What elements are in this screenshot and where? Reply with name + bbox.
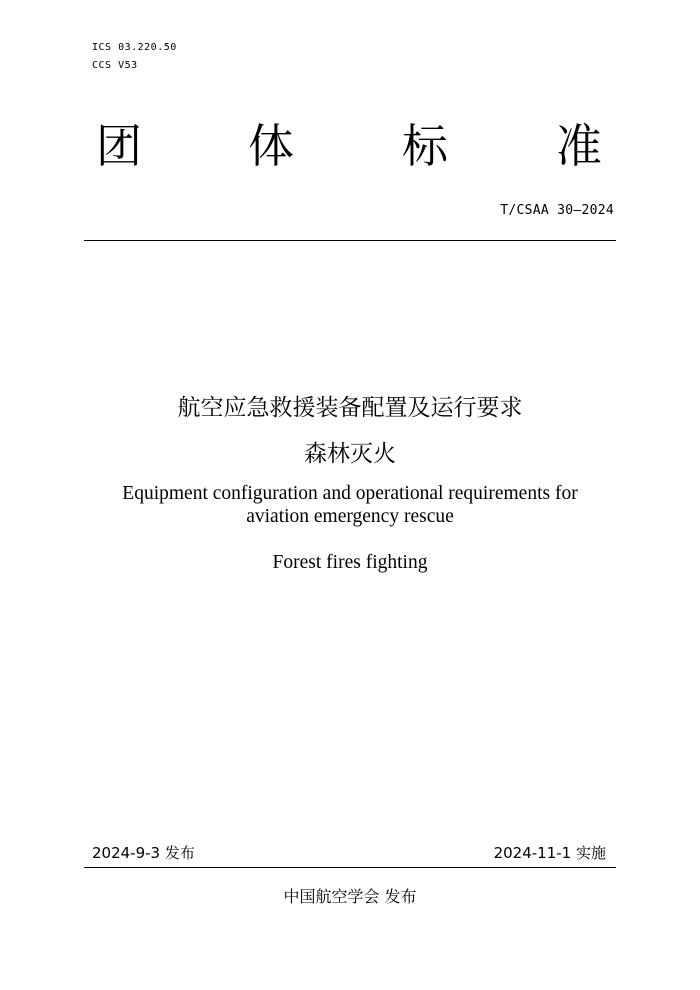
bottom-divider: [84, 867, 616, 868]
title-chinese: 航空应急救援装备配置及运行要求: [177, 395, 523, 421]
implementation-date: 2024-11-1 实施: [493, 844, 606, 862]
ics-code: ICS 03.220.50: [92, 42, 177, 53]
title-english: [0, 482, 700, 528]
standard-type-char-1: 团: [96, 119, 142, 173]
standard-number: T/CSAA 30—2024: [500, 203, 614, 218]
title-english-line-1: Equipment configuration and operational requirements for: [122, 483, 578, 504]
publisher: 中国航空学会 发布: [283, 887, 417, 906]
ccs-code: CCS V53: [92, 60, 138, 71]
title-english-line-2: aviation emergency rescue: [246, 506, 454, 527]
subtitle-chinese: 森林灭火: [304, 441, 396, 467]
standard-type-char-4: 准: [556, 119, 602, 173]
subtitle-english: Forest fires fighting: [272, 552, 428, 573]
issue-date: 2024-9-3 发布: [92, 844, 195, 862]
standard-type-char-3: 标: [402, 119, 448, 173]
standard-type-char-2: 体: [248, 119, 294, 173]
top-divider: [84, 240, 616, 241]
